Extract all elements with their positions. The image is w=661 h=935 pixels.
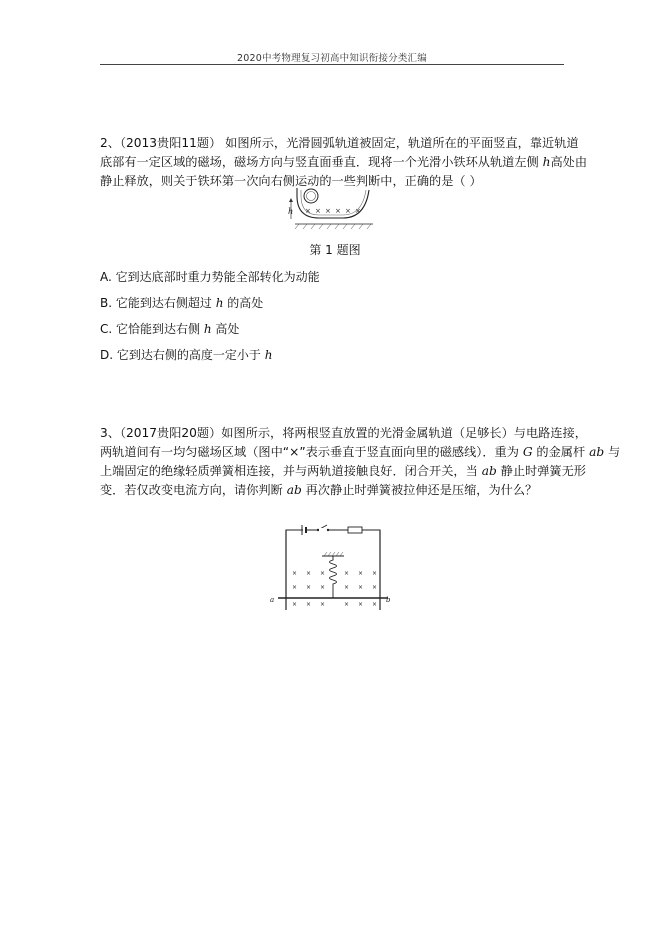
field-mark: ×	[358, 584, 364, 591]
q3-line-4: 变．若仅改变电流方向，请你判断 ab 再次静止时弹簧被拉伸还是压缩，为什么？	[100, 483, 538, 497]
q2-line-1: 2、（2013贵阳11题） 如图所示，光滑圆弧轨道被固定，轨道所在的平面竖直，靠近轨道	[100, 136, 579, 150]
field-mark: ×	[306, 570, 312, 577]
field-mark: ×	[372, 601, 378, 608]
q2-figure-caption: 第 1 题图	[309, 243, 361, 257]
field-mark: ×	[355, 207, 361, 215]
field-mark: ×	[320, 601, 326, 608]
field-mark: ×	[344, 570, 350, 577]
field-mark: ×	[306, 584, 312, 591]
field-mark: ×	[358, 570, 364, 577]
field-mark: ×	[344, 601, 350, 608]
q2-option-c[interactable]: C. 它恰能到达右侧 h 高处	[100, 322, 240, 336]
switch-gap	[319, 528, 327, 532]
ground-hatching	[295, 224, 371, 229]
page-header: 2020中考物理复习初高中知识衔接分类汇编	[237, 53, 427, 64]
ceiling-hatching	[324, 552, 343, 556]
q2-figure-arc-track	[283, 186, 379, 230]
field-mark: ×	[372, 570, 378, 577]
height-label: h	[288, 207, 294, 216]
field-mark: ×	[320, 570, 326, 577]
q3-figure-rail-circuit	[268, 522, 392, 610]
q2-option-a[interactable]: A. 它到达底部时重力势能全部转化为动能	[100, 270, 320, 284]
iron-ring	[304, 189, 318, 203]
field-mark: ×	[306, 601, 312, 608]
spring	[330, 556, 337, 598]
field-mark: ×	[292, 570, 298, 577]
question-3-text	[100, 424, 621, 500]
question-2-text	[100, 134, 588, 191]
field-mark: ×	[344, 584, 350, 591]
q3-line-1: 3、（2017贵阳20题）如图所示，将两根竖直放置的光滑金属轨道（足够长）与电路连接，	[100, 426, 587, 440]
field-mark: ×	[292, 584, 298, 591]
q2-option-d[interactable]: D. 它到达右侧的高度一定小于 h	[100, 348, 273, 362]
q2-line-2: 底部有一定区域的磁场，磁场方向与竖直面垂直．现将一个光滑小铁环从轨道左侧 h高处由	[100, 155, 588, 169]
field-mark: ×	[315, 207, 321, 215]
q3-line-2: 两轨道间有一均匀磁场区域（图中“×”表示垂直于竖直面向里的磁感线）．重为 G 的金属杆 ab 与	[100, 445, 621, 459]
field-mark: ×	[292, 601, 298, 608]
field-mark: ×	[305, 207, 311, 215]
switch-contact	[327, 529, 329, 531]
resistor	[348, 527, 362, 533]
field-mark: ×	[320, 584, 326, 591]
q3-line-3: 上端固定的绝缘轻质弹簧相连接，并与两轨道接触良好．闭合开关，当 ab 静止时弹簧无形	[100, 464, 586, 478]
header-divider	[100, 64, 564, 65]
iron-ring-inner	[307, 192, 316, 201]
label-a: a	[270, 596, 275, 604]
height-arrowhead	[289, 198, 293, 202]
q2-line-3: 静止释放，则关于铁环第一次向右侧运动的一些判断中，正确的是（ ）	[100, 174, 482, 188]
q2-option-b[interactable]: B. 它能到达右侧超过 h 的高处	[100, 296, 264, 310]
field-mark: ×	[325, 207, 331, 215]
field-mark: ×	[372, 584, 378, 591]
field-mark: ×	[345, 207, 351, 215]
field-mark: ×	[335, 207, 341, 215]
battery-gap	[303, 529, 305, 531]
field-mark: ×	[358, 601, 364, 608]
label-b: b	[386, 596, 391, 604]
